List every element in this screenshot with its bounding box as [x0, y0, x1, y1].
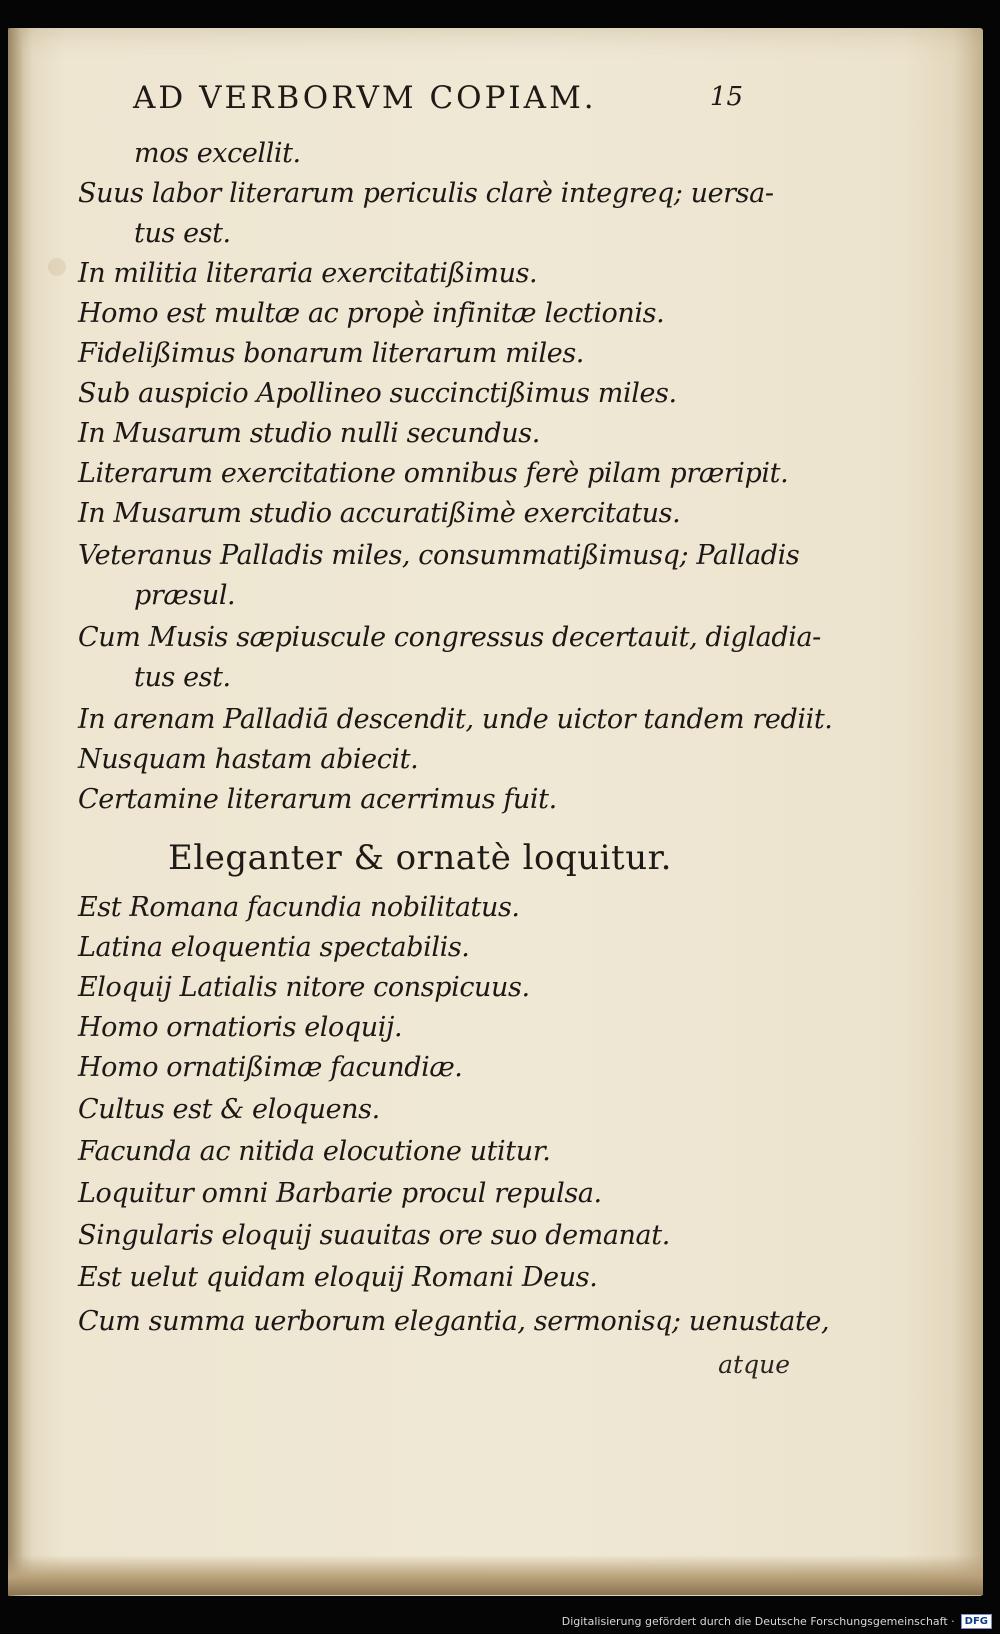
text-line: Veteranus Palladis miles, consummatißimusq; Palladis	[78, 540, 800, 571]
text-line: In militia literaria exercitatißimus.	[78, 258, 538, 289]
text-line: Fidelißimus bonarum literarum miles.	[78, 338, 584, 369]
text-line: Eloquij Latialis nitore conspicuus.	[78, 972, 530, 1003]
text-line: Est uelut quidam eloquij Romani Deus.	[78, 1262, 598, 1293]
text-line: Cum Musis sæpiuscule congressus decertauit, digladia-	[78, 622, 821, 653]
text-line: Homo ornatißimæ facundiæ.	[78, 1052, 463, 1083]
text-line: Facunda ac nitida elocutione utitur.	[78, 1136, 551, 1167]
text-line: præsul.	[134, 580, 236, 611]
text-line: Certamine literarum acerrimus fuit.	[78, 784, 557, 815]
text-line: Cum summa uerborum elegantia, sermonisq; uenustate,	[78, 1306, 830, 1337]
catchword: atque	[718, 1350, 790, 1379]
digitization-credit	[562, 1612, 992, 1630]
dfg-logo-icon: DFG	[961, 1614, 992, 1629]
section-heading: Eleganter & ornatè loquitur.	[168, 838, 672, 878]
text-line: Latina eloquentia spectabilis.	[78, 932, 470, 963]
credit-text: Digitalisierung gefördert durch die Deutsche Forschungsgemeinschaft ·	[561, 1614, 955, 1628]
text-line: In arenam Palladiā descendit, unde uictor tandem rediit.	[78, 704, 833, 735]
text-line: Sub auspicio Apollineo succinctißimus miles.	[78, 378, 677, 409]
text-line: Homo est multæ ac propè infinitæ lectionis.	[78, 298, 665, 329]
text-line: Est Romana facundia nobilitatus.	[78, 892, 520, 923]
text-line: tus est.	[134, 662, 231, 693]
text-line: Cultus est & eloquens.	[78, 1094, 380, 1125]
page-number: 15	[709, 82, 743, 112]
text-line: Suus labor literarum periculis clarè integreq; uersa-	[78, 178, 774, 209]
text-line: tus est.	[134, 218, 231, 249]
running-head: AD VERBORVM COPIAM.	[133, 80, 597, 116]
text-line: Literarum exercitatione omnibus ferè pilam præripit.	[78, 458, 789, 489]
text-line: Loquitur omni Barbarie procul repulsa.	[78, 1178, 602, 1209]
text-line: In Musarum studio accuratißimè exercitatus.	[78, 498, 681, 529]
text-line: Singularis eloquij suauitas ore suo demanat.	[78, 1220, 670, 1251]
text-line: In Musarum studio nulli secundus.	[78, 418, 540, 449]
text-line: Nusquam hastam abiecit.	[78, 744, 419, 775]
text-line: mos excellit.	[134, 138, 301, 169]
text-line: Homo ornatioris eloquij.	[78, 1012, 403, 1043]
